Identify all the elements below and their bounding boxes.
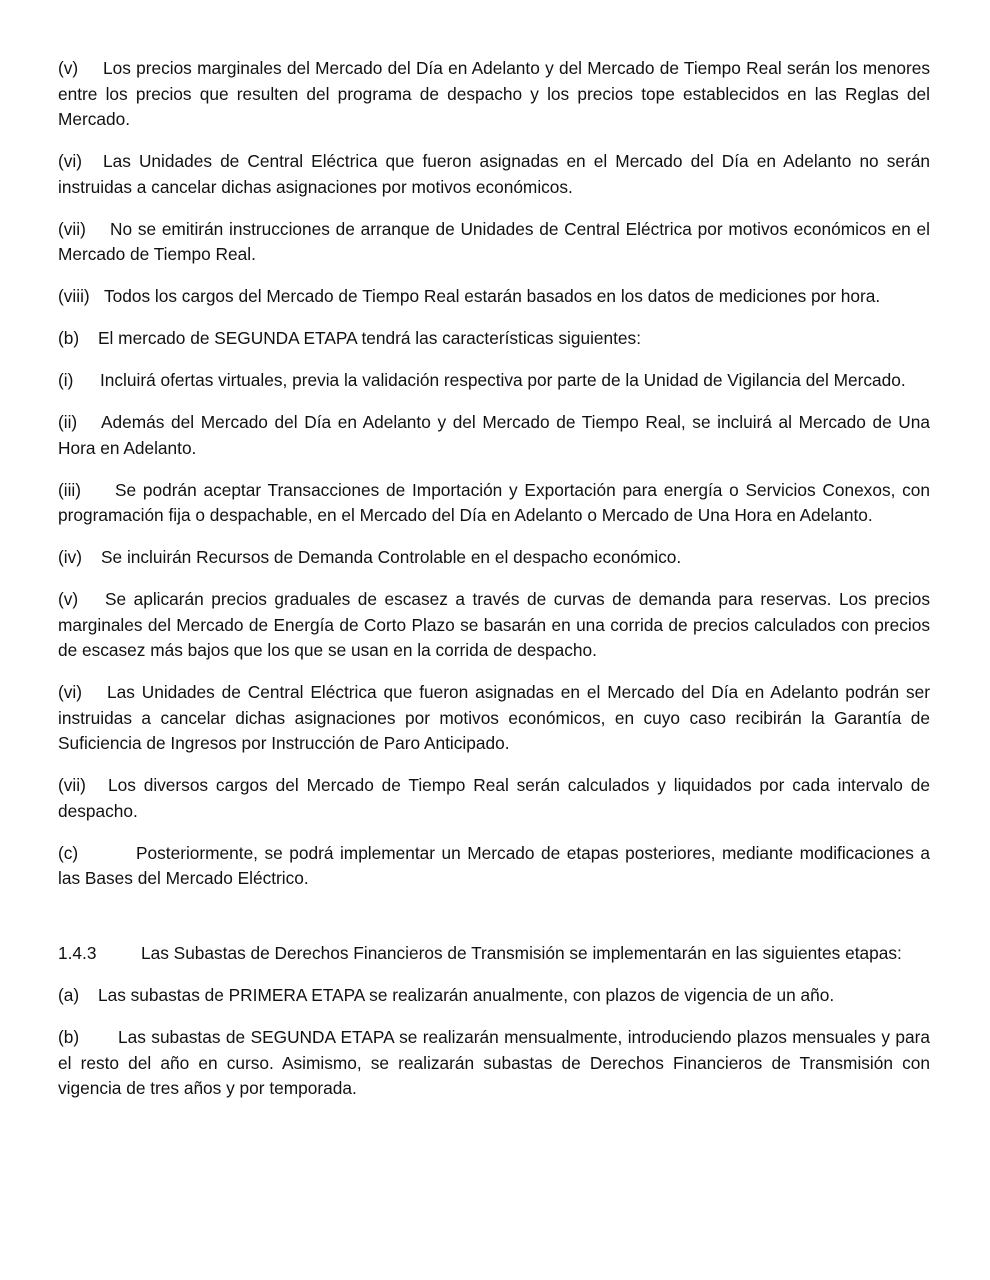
paragraph-text: El mercado de SEGUNDA ETAPA tendrá las características siguientes: — [98, 328, 641, 348]
paragraph-v-second-stage — [58, 587, 930, 664]
paragraph-number: (vii) — [58, 218, 86, 239]
paragraph-vi-second-stage — [58, 680, 930, 757]
paragraph-text: Las Unidades de Central Eléctrica que fueron asignadas en el Mercado del Día en Adelanto podrán ser instruidas a cancelar dichas asignaciones por motivos económicos, en cuyo caso recibirán la Garantía de Suficiencia de Ingresos por Instrucción de Paro Anticipado. — [58, 682, 930, 753]
paragraph-c-later-stages — [58, 841, 930, 892]
paragraph-text: Se aplicarán precios graduales de escasez a través de curvas de demanda para reservas. Los precios marginales del Mercado de Energía de Corto Plazo se basarán en una corrida de precios calculados con precios de escasez más bajos que los que se usan en la corrida de despacho. — [58, 589, 930, 660]
paragraph-text: Las subastas de PRIMERA ETAPA se realizarán anualmente, con plazos de vigencia de un año. — [98, 985, 835, 1005]
document-page — [58, 56, 930, 1118]
paragraph-number: (vii) — [58, 775, 86, 795]
paragraph-text: Las subastas de SEGUNDA ETAPA se realizarán mensualmente, introduciendo plazos mensuales y para el resto del año en curso. Asimismo, se realizarán subastas de Derechos Financieros de Transmisión con vigencia de tres años y por temporada. — [58, 1027, 930, 1098]
paragraph-number: (iii) — [58, 479, 82, 500]
section-spacer — [58, 908, 930, 941]
paragraph-b-second-stage — [58, 326, 930, 352]
paragraph-number: (vi) — [58, 151, 82, 171]
paragraph-v-first-stage — [58, 56, 930, 133]
paragraph-number: (a) — [58, 985, 80, 1005]
section-text: Las Subastas de Derechos Financieros de Transmisión se implementarán en las siguientes etapas: — [141, 943, 902, 963]
paragraph-text: Además del Mercado del Día en Adelanto y del Mercado de Tiempo Real, se incluirá al Mercado de Una Hora en Adelanto. — [58, 412, 930, 458]
paragraph-vii-first-stage — [58, 217, 930, 268]
paragraph-ii-second-stage — [58, 410, 930, 461]
paragraph-vi-first-stage — [58, 149, 930, 200]
paragraph-number: (b) — [58, 328, 80, 348]
paragraph-iii-second-stage — [58, 478, 930, 529]
paragraph-text: Las Unidades de Central Eléctrica que fueron asignadas en el Mercado del Día en Adelanto no serán instruidas a cancelar dichas asignaciones por motivos económicos. — [58, 151, 930, 197]
paragraph-number: (ii) — [58, 412, 78, 432]
section-heading-1-4-3 — [58, 941, 930, 967]
paragraph-text: Los diversos cargos del Mercado de Tiempo Real serán calculados y liquidados por cada intervalo de despacho. — [58, 775, 930, 821]
paragraph-text: Se incluirán Recursos de Demanda Controlable en el despacho económico. — [101, 547, 682, 567]
paragraph-iv-second-stage — [58, 545, 930, 571]
paragraph-text: Los precios marginales del Mercado del Día en Adelanto y del Mercado de Tiempo Real serán los menores entre los precios que resulten del programa de despacho y los precios tope establecidos en las Reglas del Mercado. — [58, 58, 930, 129]
paragraph-viii-first-stage — [58, 284, 930, 310]
paragraph-number: (c) — [58, 842, 79, 863]
paragraph-number: (v) — [58, 589, 79, 609]
paragraph-number: (v) — [58, 58, 79, 78]
paragraph-b-auctions — [58, 1025, 930, 1102]
paragraph-number: (i) — [58, 370, 74, 390]
paragraph-text: Todos los cargos del Mercado de Tiempo Real estarán basados en los datos de mediciones por hora. — [104, 286, 881, 306]
paragraph-number: (iv) — [58, 547, 82, 567]
paragraph-i-second-stage — [58, 368, 930, 394]
paragraph-text: No se emitirán instrucciones de arranque de Unidades de Central Eléctrica por motivos económicos en el Mercado de Tiempo Real. — [58, 218, 930, 264]
section-number: 1.4.3 — [58, 943, 97, 963]
paragraph-number: (viii) — [58, 286, 90, 306]
paragraph-vii-second-stage — [58, 773, 930, 824]
paragraph-text: Posteriormente, se podrá implementar un Mercado de etapas posteriores, mediante modificaciones a las Bases del Mercado Eléctrico. — [58, 842, 930, 888]
paragraph-number: (b) — [58, 1027, 80, 1047]
paragraph-text: Incluirá ofertas virtuales, previa la validación respectiva por parte de la Unidad de Vigilancia del Mercado. — [100, 370, 906, 390]
paragraph-a-auctions — [58, 983, 930, 1009]
paragraph-text: Se podrán aceptar Transacciones de Importación y Exportación para energía o Servicios Conexos, con programación fija o despachable, en el Mercado del Día en Adelanto o Mercado de Una Hora en Adelanto. — [58, 479, 930, 525]
paragraph-number: (vi) — [58, 682, 82, 702]
